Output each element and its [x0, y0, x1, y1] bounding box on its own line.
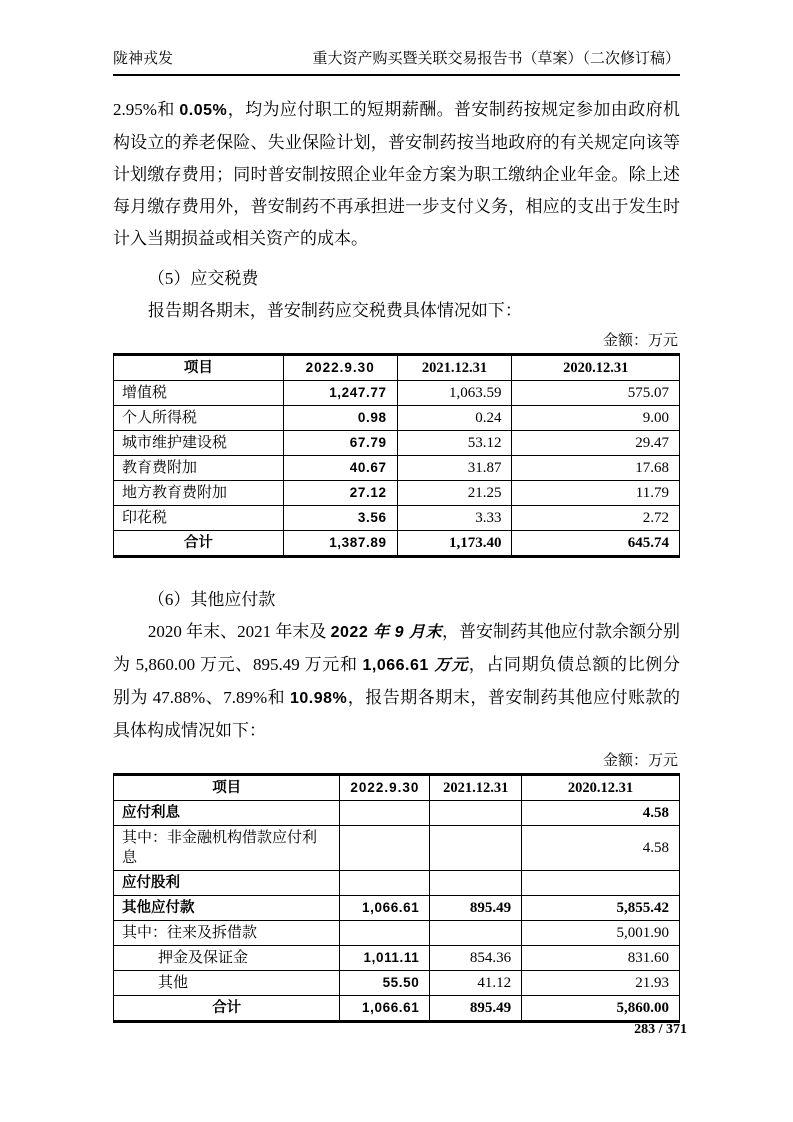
- cell-value: 55.50: [340, 971, 430, 996]
- cell-value: 1,011.11: [340, 946, 430, 971]
- cell-value: 5,860.00: [522, 996, 680, 1022]
- paragraph-employee-benefits: [113, 94, 680, 255]
- text-segment: ，占同期负债总额的比例分别为 47.88%、7.89%和: [113, 655, 680, 707]
- cell-value: 2.72: [512, 506, 680, 531]
- header-company: 陇神戎发: [113, 51, 174, 67]
- cell-value: 1,173.40: [397, 531, 512, 557]
- row-label: 其他应付款: [114, 896, 340, 921]
- cell-value: 895.49: [430, 896, 522, 921]
- cell-value: 645.74: [512, 531, 680, 557]
- row-label: 合计: [114, 996, 340, 1022]
- section5-intro: 报告期各期末，普安制药应交税费具体情况如下：: [147, 301, 522, 320]
- row-label: 印花税: [114, 506, 284, 531]
- cell-value: 21.93: [522, 971, 680, 996]
- cell-value: 1,387.89: [283, 531, 397, 557]
- cell-value: 1,063.59: [397, 381, 512, 406]
- row-label: 增值税: [114, 381, 284, 406]
- text-segment: 万元: [434, 657, 469, 674]
- cell-value: 3.33: [397, 506, 512, 531]
- cell-value: 4.58: [522, 801, 680, 826]
- unit-note-taxes: 金额：万元: [602, 333, 678, 349]
- column-header: 项目: [114, 775, 340, 801]
- cell-value: 31.87: [397, 456, 512, 481]
- cell-value: 9.00: [512, 406, 680, 431]
- text-segment: 2.95%和: [113, 100, 180, 119]
- cell-value: 40.67: [283, 456, 397, 481]
- table-row: [114, 826, 680, 871]
- text-segment: 1,066.61: [362, 657, 435, 674]
- row-label: 应付股利: [114, 871, 340, 896]
- cell-value: [340, 826, 430, 871]
- cell-value: 29.47: [512, 431, 680, 456]
- cell-value: 41.12: [430, 971, 522, 996]
- row-label: 教育费附加: [114, 456, 284, 481]
- cell-value: 53.12: [397, 431, 512, 456]
- cell-value: [340, 801, 430, 826]
- section6-heading: （6）其他应付款: [147, 590, 276, 609]
- cell-value: 3.56: [283, 506, 397, 531]
- column-header: 2021.12.31: [430, 775, 522, 801]
- row-label: 城市维护建设税: [114, 431, 284, 456]
- cell-value: 21.25: [397, 481, 512, 506]
- cell-value: [340, 871, 430, 896]
- other-payables-table: [113, 773, 680, 1023]
- table-row: [114, 921, 680, 946]
- table-row: [114, 971, 680, 996]
- cell-value: 1,066.61: [340, 896, 430, 921]
- row-label: 押金及保证金: [114, 946, 340, 971]
- taxes-payable-table: [113, 353, 680, 558]
- page-number: 283 / 371: [634, 1022, 687, 1037]
- section5-heading: （5）应交税费: [147, 269, 259, 288]
- cell-value: [522, 871, 680, 896]
- text-segment: ，均为应付职工的短期薪酬。普安制药按规定参加由政府机构设立的养老保险、失业保险计划，普安制药按当地政府的有关规定向该等计划缴存费用；同时普安制按照企业年金方案为职工缴纳企业年金。除上述每月缴存费用外，普安制药不再承担进一步支付义务，相应的支出于发生时计入当期损益或相关资产的成本。: [113, 100, 680, 248]
- cell-value: 1,066.61: [340, 996, 430, 1022]
- cell-value: 5,001.90: [522, 921, 680, 946]
- cell-value: [430, 826, 522, 871]
- text-segment: ，普安制药其他应付款余额分别为 5,860.00 万元、895.49 万元和: [113, 622, 680, 674]
- text-segment: 年 9 月末: [368, 624, 442, 641]
- text-segment: 2020 年末、2021 年末及: [147, 622, 331, 641]
- cell-value: [340, 921, 430, 946]
- column-header: 2022.9.30: [340, 775, 430, 801]
- row-label: 个人所得税: [114, 406, 284, 431]
- column-header: 2020.12.31: [522, 775, 680, 801]
- cell-value: 575.07: [512, 381, 680, 406]
- row-label: 其他: [114, 971, 340, 996]
- text-segment: ，报告期各期末，普安制药其他应付账款的具体构成情况如下：: [113, 688, 681, 740]
- cell-value: 854.36: [430, 946, 522, 971]
- header-doc-title: 重大资产购买暨关联交易报告书（草案）（二次修订稿）: [312, 51, 680, 67]
- paragraph-other-payables: [113, 616, 680, 747]
- table-row: [114, 996, 680, 1022]
- table-row: [114, 801, 680, 826]
- text-segment: 10.98%: [289, 690, 348, 707]
- column-header: 2021.12.31: [397, 355, 512, 381]
- cell-value: [430, 921, 522, 946]
- cell-value: 0.98: [283, 406, 397, 431]
- table-row: [114, 406, 680, 431]
- row-label: 其中：往来及拆借款: [114, 921, 340, 946]
- table-header-row: [114, 355, 680, 381]
- table-row: [114, 871, 680, 896]
- table-row: [114, 481, 680, 506]
- text-segment: 2022: [330, 624, 369, 641]
- cell-value: 67.79: [283, 431, 397, 456]
- text-segment: 0.05%: [179, 102, 228, 119]
- table-row: [114, 531, 680, 557]
- table-row: [114, 431, 680, 456]
- cell-value: 1,247.77: [283, 381, 397, 406]
- cell-value: 5,855.42: [522, 896, 680, 921]
- row-label: 合计: [114, 531, 284, 557]
- table-row: [114, 946, 680, 971]
- cell-value: [430, 801, 522, 826]
- column-header: 项目: [114, 355, 284, 381]
- cell-value: 0.24: [397, 406, 512, 431]
- cell-value: [430, 871, 522, 896]
- table-header-row: [114, 775, 680, 801]
- row-label: 地方教育费附加: [114, 481, 284, 506]
- unit-note-other-payables: 金额：万元: [602, 753, 678, 769]
- column-header: 2020.12.31: [512, 355, 680, 381]
- table-row: [114, 456, 680, 481]
- row-label: 应付利息: [114, 801, 340, 826]
- cell-value: 17.68: [512, 456, 680, 481]
- cell-value: 895.49: [430, 996, 522, 1022]
- cell-value: 4.58: [522, 826, 680, 871]
- cell-value: 11.79: [512, 481, 680, 506]
- column-header: 2022.9.30: [283, 355, 397, 381]
- table-row: [114, 506, 680, 531]
- page-header: [113, 50, 680, 76]
- table-row: [114, 896, 680, 921]
- row-label: 其中：非金融机构借款应付利息: [114, 826, 340, 871]
- cell-value: 831.60: [522, 946, 680, 971]
- table-row: [114, 381, 680, 406]
- cell-value: 27.12: [283, 481, 397, 506]
